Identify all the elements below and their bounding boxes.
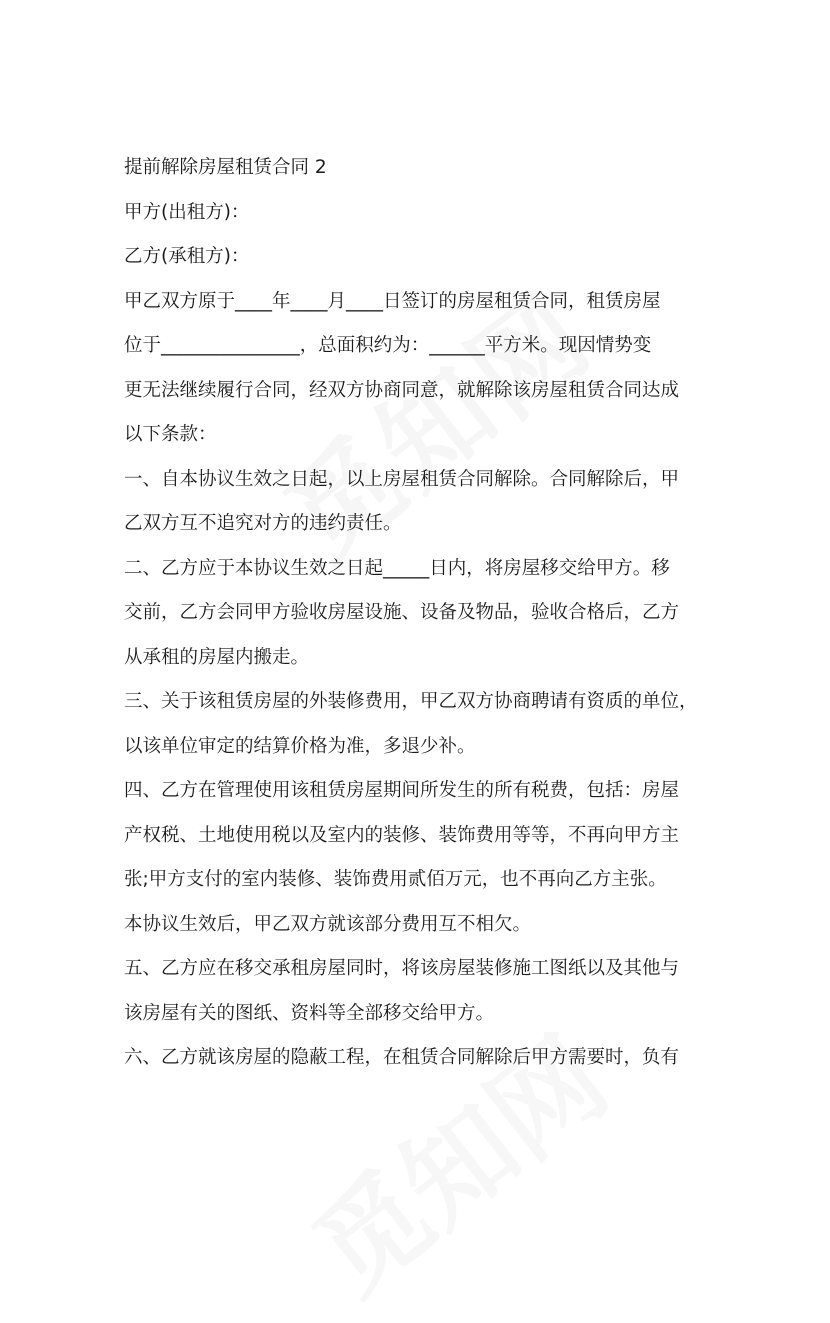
clause-1-line: 一、自本协议生效之日起，以上房屋租赁合同解除。合同解除后，甲 [124, 468, 680, 490]
paragraph-line: 位于_______________，总面积约为：______平方米。现因情势变 [124, 335, 652, 356]
clause-3-line: 三、关于该租赁房屋的外装修费用，甲乙双方协商聘请有资质的单位， [124, 691, 698, 712]
party-a-line: 甲方(出租方)： [124, 201, 250, 223]
clause-4-line: 本协议生效后，甲乙双方就该部分费用互不相欠。 [124, 913, 532, 935]
clause-5-line: 五、乙方应在移交承租房屋同时，将该房屋装修施工图纸以及其他与 [124, 958, 680, 979]
clause-6-line: 六、乙方就该房屋的隐蔽工程，在租赁合同解除后甲方需要时，负有 [124, 1047, 680, 1068]
party-b-line: 乙方(承租方)： [124, 246, 250, 267]
clause-5-line: 该房屋有关的图纸、资料等全部移交给甲方。 [124, 1002, 495, 1024]
clause-4-line: 四、乙方在管理使用该租赁房屋期间所发生的所有税费，包括：房屋 [124, 780, 680, 801]
clause-3-line: 以该单位审定的结算价格为准，多退少补。 [124, 735, 476, 757]
clause-2-line: 二、乙方应于本协议生效之日起_____日内，将房屋移交给甲方。移 [124, 557, 670, 579]
document-body [124, 146, 724, 1081]
paragraph-line: 以下条款： [124, 424, 217, 445]
clause-2-line: 从承租的房屋内搬走。 [124, 646, 310, 668]
clause-1-line: 乙双方互不追究对方的违约责任。 [124, 513, 402, 534]
document-title: 提前解除房屋租赁合同 2 [124, 157, 327, 178]
clause-4-line: 产权税、土地使用税以及室内的装修、装饰费用等等，不再向甲方主 [124, 824, 680, 846]
paragraph-line: 更无法继续履行合同，经双方协商同意，就解除该房屋租赁合同达成 [124, 379, 680, 401]
paragraph-line: 甲乙双方原于____年____月____日签订的房屋租赁合同，租赁房屋 [124, 290, 661, 312]
clause-4-line: 张;甲方支付的室内装修、装饰费用贰佰万元，也不再向乙方主张。 [124, 869, 667, 890]
clause-2-line: 交前，乙方会同甲方验收房屋设施、设备及物品，验收合格后，乙方 [124, 602, 680, 623]
